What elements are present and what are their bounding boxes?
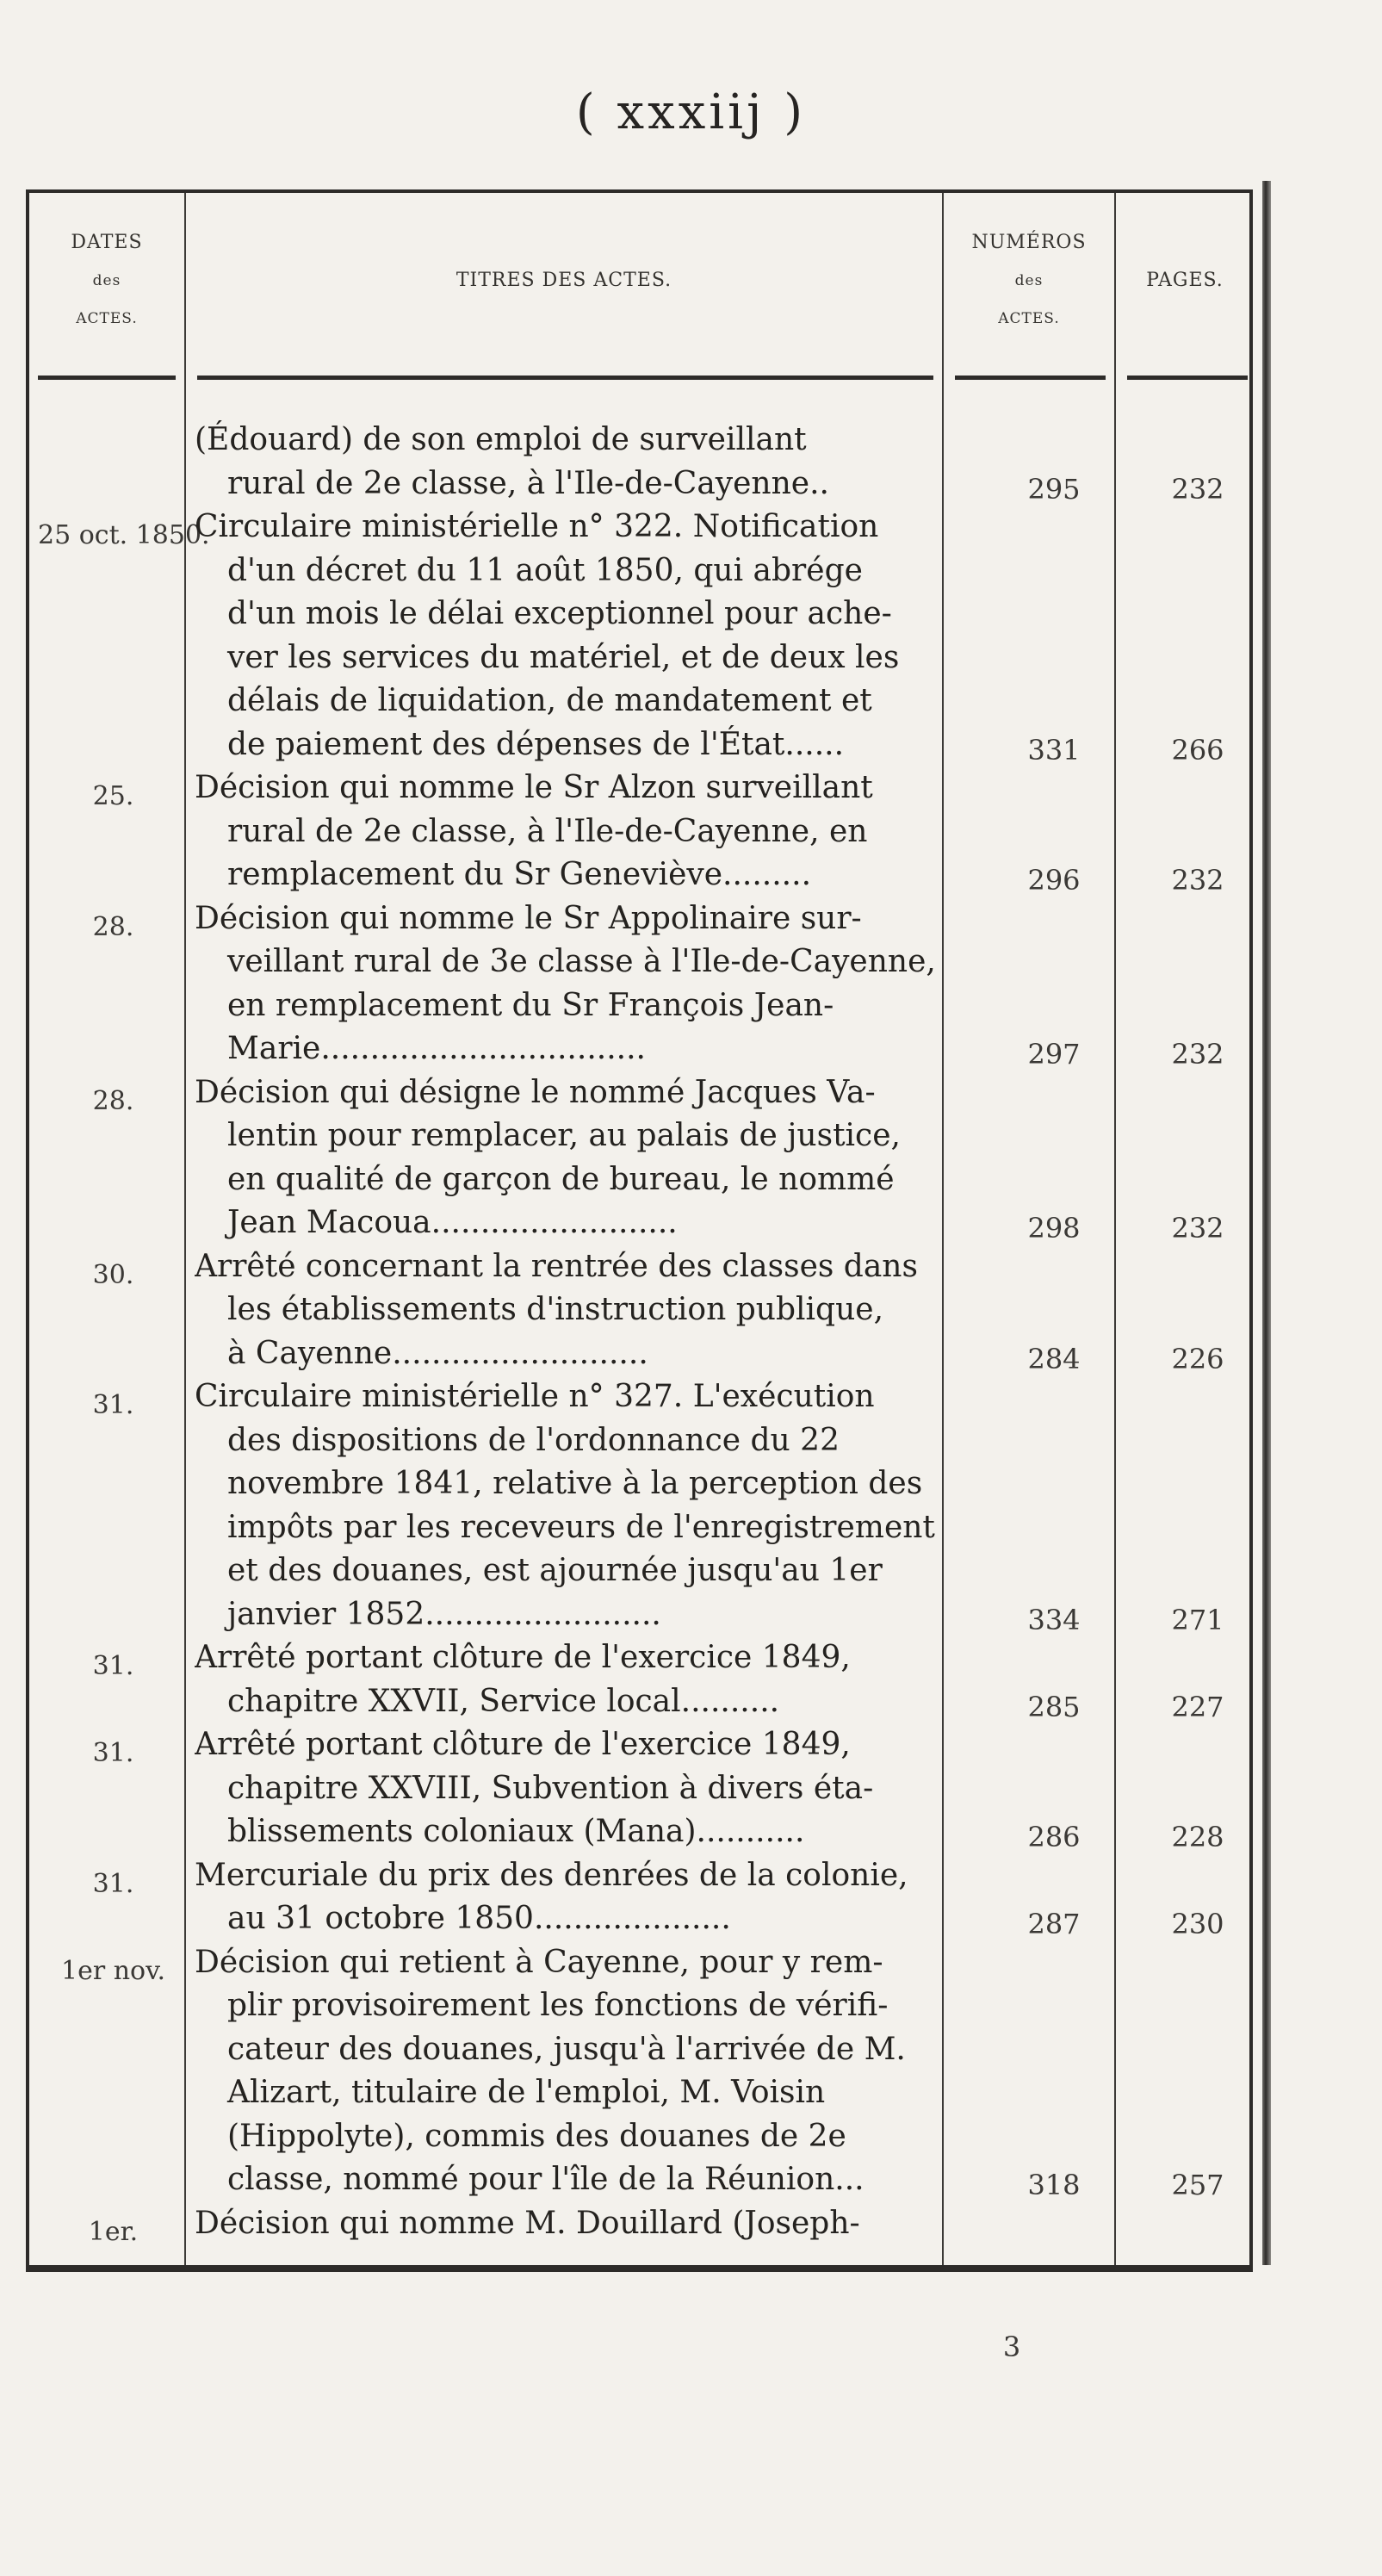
row-date: 31. [92, 1651, 134, 1681]
title-line: Décision qui désigne le nommé Jacques Va- [195, 1074, 876, 1110]
row-title [195, 1941, 965, 2202]
title-line: en qualité de garçon de bureau, le nommé [227, 1161, 895, 1197]
title-line: blissements coloniaux (Mana)........... [227, 1814, 805, 1849]
row-date: 31. [92, 1390, 134, 1420]
row-date: 1er. [88, 2216, 139, 2247]
row-date: 31. [92, 1738, 134, 1768]
row-number: 334 [1027, 1603, 1081, 1636]
title-line: Circulaire ministérielle n° 327. L'exécution [195, 1379, 875, 1414]
title-line: janvier 1852........................ [227, 1596, 661, 1632]
table-frame [26, 189, 1253, 2272]
title-line: en remplacement du Sr François Jean- [227, 987, 834, 1023]
title-line: ver les services du matériel, et de deux les [227, 639, 900, 675]
row-page: 227 [1171, 1690, 1224, 1723]
title-line: cateur des douanes, jusqu'à l'arrivée de M. [227, 2031, 906, 2067]
header-rule [1127, 376, 1248, 380]
title-line: Arrêté portant clôture de l'exercice 1849, [195, 1640, 851, 1675]
title-line: Décision qui nomme le Sr Appolinaire sur- [195, 900, 862, 936]
row-date: 31. [92, 1868, 134, 1899]
row-number: 295 [1027, 472, 1081, 506]
page-number: 3 [1002, 2331, 1021, 2363]
title-line: à Cayenne.......................... [227, 1335, 648, 1371]
title-line: des dispositions de l'ordonnance du 22 [227, 1422, 840, 1458]
page-header: ( xxxiij ) [575, 84, 807, 140]
row-date: 1er nov. [60, 1955, 166, 1986]
title-line: d'un mois le délai exceptionnel pour ache- [227, 596, 892, 631]
header-rule [38, 376, 176, 380]
title-line: Marie................................. [227, 1031, 646, 1066]
row-page: 226 [1171, 1342, 1224, 1375]
title-line: Arrêté portant clôture de l'exercice 1849, [195, 1727, 851, 1762]
title-line: les établissements d'instruction publique, [227, 1292, 884, 1327]
title-line: d'un décret du 11 août 1850, qui abrége [227, 552, 863, 588]
row-number: 297 [1027, 1038, 1081, 1071]
row-title [195, 506, 965, 767]
title-line: Mercuriale du prix des denrées de la colonie, [195, 1857, 908, 1893]
title-line: (Édouard) de son emploi de surveillant [195, 422, 807, 457]
row-title [195, 1723, 965, 1854]
title-line: lentin pour remplacer, au palais de justice, [227, 1118, 901, 1153]
title-line: Alizart, titulaire de l'emploi, M. Voisin [227, 2075, 826, 2110]
title-line: classe, nommé pour l'île de la Réunion... [227, 2162, 865, 2197]
row-date: 25 oct. 1850. [38, 520, 210, 550]
row-number: 284 [1027, 1342, 1081, 1375]
title-line: veillant rural de 3e classe à l'Ile-de-Cayenne, [227, 944, 936, 979]
row-page: 271 [1171, 1603, 1224, 1636]
header-rule [955, 376, 1106, 380]
row-page: 257 [1171, 2169, 1224, 2201]
title-line: chapitre XXVII, Service local.......... [227, 1683, 780, 1719]
title-line: au 31 octobre 1850.................... [227, 1901, 731, 1936]
title-line: chapitre XXVIII, Subvention à divers éta- [227, 1770, 874, 1806]
row-number: 318 [1027, 2169, 1081, 2201]
row-page: 228 [1171, 1821, 1224, 1853]
title-line: et des douanes, est ajournée jusqu'au 1er [227, 1553, 883, 1588]
row-page: 232 [1171, 864, 1224, 897]
row-page: 230 [1171, 1908, 1224, 1940]
title-line: Jean Macoua......................... [227, 1205, 678, 1240]
row-number: 287 [1027, 1908, 1081, 1940]
row-title [195, 1245, 965, 1376]
row-number: 331 [1027, 733, 1081, 767]
page-edge [1262, 181, 1271, 2265]
row-number: 298 [1027, 1212, 1081, 1245]
header-numbers: NUMÉROS des ACTES. [971, 232, 1087, 327]
title-line: Arrêté concernant la rentrée des classes dans [195, 1248, 918, 1284]
title-line: de paiement des dépenses de l'État...... [227, 726, 845, 762]
row-number: 286 [1027, 1821, 1081, 1853]
row-title [195, 1071, 965, 1245]
header-titles: TITRES DES ACTES. [456, 270, 672, 291]
row-page: 232 [1171, 472, 1224, 506]
row-title [195, 1636, 965, 1723]
row-title [195, 419, 965, 506]
row-page: 266 [1171, 733, 1224, 767]
header-dates: DATES des ACTES. [71, 232, 143, 327]
row-title [195, 2202, 965, 2246]
title-line: Décision qui nomme le Sr Alzon surveillant [195, 770, 873, 805]
row-date: 28. [92, 1085, 134, 1116]
row-title [195, 767, 965, 897]
row-page: 232 [1171, 1038, 1224, 1071]
header-rule [197, 376, 933, 380]
row-date: 30. [92, 1259, 134, 1290]
title-line: Circulaire ministérielle n° 322. Notification [195, 509, 879, 544]
title-line: (Hippolyte), commis des douanes de 2e [227, 2118, 846, 2154]
row-title [195, 1854, 965, 1941]
row-page: 232 [1171, 1212, 1224, 1245]
title-line: plir provisoirement les fonctions de vérifi- [227, 1988, 889, 2023]
title-line: délais de liquidation, de mandatement et [227, 683, 872, 718]
title-line: Décision qui retient à Cayenne, pour y rem- [195, 1944, 883, 1980]
row-date: 28. [92, 911, 134, 942]
header-pages: PAGES. [1146, 270, 1224, 291]
row-title [195, 1375, 965, 1636]
row-title [195, 897, 965, 1071]
row-date: 25. [92, 781, 134, 811]
title-line: impôts par les receveurs de l'enregistrement [227, 1509, 935, 1545]
title-line: rural de 2e classe, à l'Ile-de-Cayenne.. [227, 465, 829, 501]
title-line: novembre 1841, relative à la perception des [227, 1466, 923, 1501]
title-line: rural de 2e classe, à l'Ile-de-Cayenne, en [227, 813, 868, 849]
row-number: 296 [1027, 864, 1081, 897]
title-line: remplacement du Sr Geneviève......... [227, 857, 812, 892]
title-line: Décision qui nomme M. Douillard (Joseph- [195, 2205, 860, 2241]
row-number: 285 [1027, 1690, 1081, 1723]
